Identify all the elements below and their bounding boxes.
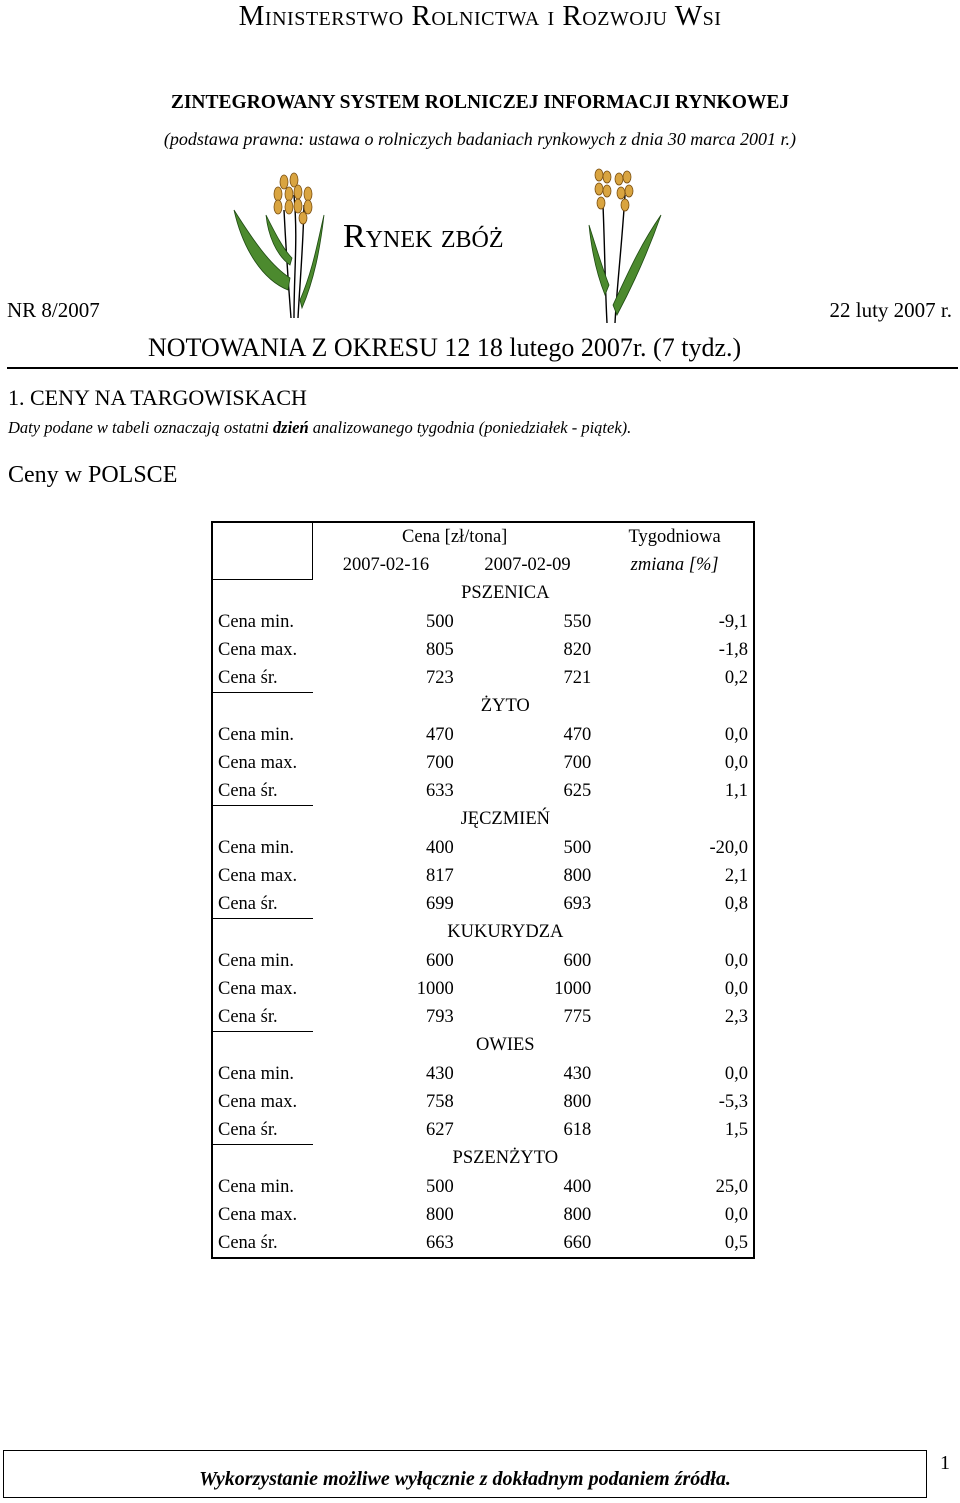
price-current: 700 — [425, 752, 454, 773]
price-label: Cena śr. — [218, 893, 278, 914]
price-label: Cena max. — [218, 978, 298, 999]
divider — [7, 367, 958, 369]
wheat-ears-icon — [228, 170, 328, 320]
table-row — [212, 636, 754, 664]
price-current: 800 — [425, 1204, 454, 1225]
region-heading: Ceny w POLSCE — [8, 462, 178, 488]
price-current: 817 — [425, 865, 454, 886]
table-row — [212, 721, 754, 749]
price-previous: 430 — [563, 1063, 592, 1084]
weekly-change: 0,0 — [724, 724, 748, 745]
table-header-row — [212, 522, 754, 551]
category-name: PSZENŻYTO — [452, 1148, 559, 1169]
table-row — [212, 1060, 754, 1088]
table-row — [212, 1229, 754, 1258]
table-row — [212, 947, 754, 975]
change-header-line2: zmiana [%] — [630, 555, 719, 575]
category-row — [212, 805, 754, 834]
weekly-change: 1,1 — [724, 780, 748, 801]
price-label: Cena min. — [218, 1176, 295, 1197]
weekly-change: 25,0 — [715, 1176, 748, 1197]
weekly-change: 0,0 — [724, 752, 748, 773]
price-label: Cena min. — [218, 1063, 295, 1084]
price-label: Cena śr. — [218, 1006, 278, 1027]
category-row — [212, 692, 754, 721]
price-previous: 800 — [563, 865, 592, 886]
price-label: Cena max. — [218, 1204, 298, 1225]
header-blank-cell — [212, 522, 313, 579]
category-row — [212, 579, 754, 608]
table-row — [212, 1003, 754, 1032]
category-label-blank — [212, 1144, 313, 1173]
weekly-change: 0,2 — [724, 667, 748, 688]
price-previous: 600 — [563, 950, 592, 971]
price-current: 500 — [425, 1176, 454, 1197]
category-row — [212, 918, 754, 947]
price-current: 663 — [425, 1232, 454, 1253]
category-name: JĘCZMIEŃ — [460, 809, 551, 830]
table-row — [212, 664, 754, 693]
category-name: KUKURYDZA — [447, 922, 564, 943]
weekly-change: 2,1 — [724, 865, 748, 886]
legal-basis: (podstawa prawna: ustawa o rolniczych badaniach rynkowych z dnia 30 marca 2001 r.) — [163, 129, 797, 149]
price-label: Cena śr. — [218, 667, 278, 688]
price-label: Cena śr. — [218, 1232, 278, 1253]
category-label-blank — [212, 805, 313, 834]
table-row — [212, 834, 754, 862]
price-previous: 470 — [563, 724, 592, 745]
change-header-line1: Tygodniowa — [628, 527, 721, 547]
price-previous: 500 — [563, 837, 592, 858]
wheat-ears-icon — [585, 165, 665, 325]
table-row — [212, 749, 754, 777]
price-label: Cena max. — [218, 752, 298, 773]
weekly-change: 0,0 — [724, 978, 748, 999]
category-label-blank — [212, 692, 313, 721]
price-previous: 800 — [563, 1204, 592, 1225]
date-header-current: 2007-02-16 — [342, 555, 430, 575]
price-previous: 721 — [563, 667, 592, 688]
weekly-change: -5,3 — [718, 1091, 748, 1112]
price-previous: 660 — [563, 1232, 592, 1253]
category-row — [212, 1031, 754, 1060]
price-previous: 775 — [563, 1006, 592, 1027]
issue-date: 22 luty 2007 r. — [829, 298, 952, 322]
price-current: 600 — [425, 950, 454, 971]
page-number: 1 — [940, 1452, 950, 1474]
price-current: 723 — [425, 667, 454, 688]
weekly-change: 0,0 — [724, 1063, 748, 1084]
price-previous: 693 — [563, 893, 592, 914]
price-label: Cena min. — [218, 837, 295, 858]
table-row — [212, 1088, 754, 1116]
weekly-change: 0,0 — [724, 1204, 748, 1225]
table-row — [212, 862, 754, 890]
category-name: PSZENICA — [461, 583, 550, 604]
issue-number: NR 8/2007 — [7, 298, 100, 322]
price-label: Cena max. — [218, 1091, 298, 1112]
price-current: 793 — [425, 1006, 454, 1027]
category-label-blank — [212, 579, 313, 608]
table-row — [212, 1116, 754, 1145]
table-row — [212, 890, 754, 919]
weekly-change: 0,0 — [724, 950, 748, 971]
price-previous: 820 — [563, 639, 592, 660]
price-label: Cena min. — [218, 611, 295, 632]
price-previous: 618 — [563, 1119, 592, 1140]
weekly-change: 0,5 — [724, 1232, 748, 1253]
price-previous: 400 — [563, 1176, 592, 1197]
table-row — [212, 777, 754, 806]
price-previous: 1000 — [554, 978, 592, 999]
category-name: OWIES — [476, 1035, 535, 1056]
price-current: 805 — [425, 639, 454, 660]
report-title: Rynek zbóż — [343, 218, 504, 255]
section-title: 1. CENY NA TARGOWISKACH — [8, 385, 307, 410]
section-note: Daty podane w tabeli oznaczają ostatni dzień analizowanego tygodnia (poniedziałek - piątek). — [8, 418, 632, 437]
table-row — [212, 1201, 754, 1229]
price-label: Cena śr. — [218, 780, 278, 801]
table-row — [212, 975, 754, 1003]
category-label-blank — [212, 1031, 313, 1060]
price-label: Cena max. — [218, 639, 298, 660]
price-label: Cena max. — [218, 865, 298, 886]
price-previous: 800 — [563, 1091, 592, 1112]
price-current: 1000 — [416, 978, 454, 999]
price-table — [211, 521, 755, 1259]
price-label: Cena min. — [218, 724, 295, 745]
price-label: Cena śr. — [218, 1119, 278, 1140]
price-previous: 625 — [563, 780, 592, 801]
price-label: Cena min. — [218, 950, 295, 971]
weekly-change: -1,8 — [718, 639, 748, 660]
date-header-previous: 2007-02-09 — [484, 555, 571, 575]
price-previous: 550 — [563, 611, 592, 632]
price-current: 699 — [425, 893, 454, 914]
price-header: Cena [zł/tona] — [402, 527, 508, 547]
weekly-change: 0,8 — [724, 893, 748, 914]
system-name: ZINTEGROWANY SYSTEM ROLNICZEJ INFORMACJI RYNKOWEJ — [170, 92, 790, 113]
price-current: 430 — [425, 1063, 454, 1084]
table-row — [212, 608, 754, 636]
table-row — [212, 1173, 754, 1201]
weekly-change: -20,0 — [709, 837, 748, 858]
ministry-name: Ministerstwo Rolnictwa i Rozwoju Wsi — [238, 0, 722, 32]
price-current: 470 — [425, 724, 454, 745]
weekly-change: -9,1 — [718, 611, 748, 632]
price-current: 627 — [425, 1119, 454, 1140]
price-current: 633 — [425, 780, 454, 801]
category-row — [212, 1144, 754, 1173]
price-current: 500 — [425, 611, 454, 632]
weekly-change: 2,3 — [724, 1006, 748, 1027]
quotation-period: NOTOWANIA Z OKRESU 12 18 lutego 2007r. (7 tydz.) — [148, 333, 742, 362]
price-current: 758 — [425, 1091, 454, 1112]
price-previous: 700 — [563, 752, 592, 773]
category-name: ŻYTO — [480, 696, 530, 717]
footer-source-note: Wykorzystanie możliwe wyłącznie z dokładnym podaniem źródła. — [199, 1468, 731, 1490]
price-current: 400 — [425, 837, 454, 858]
category-label-blank — [212, 918, 313, 947]
weekly-change: 1,5 — [724, 1119, 748, 1140]
